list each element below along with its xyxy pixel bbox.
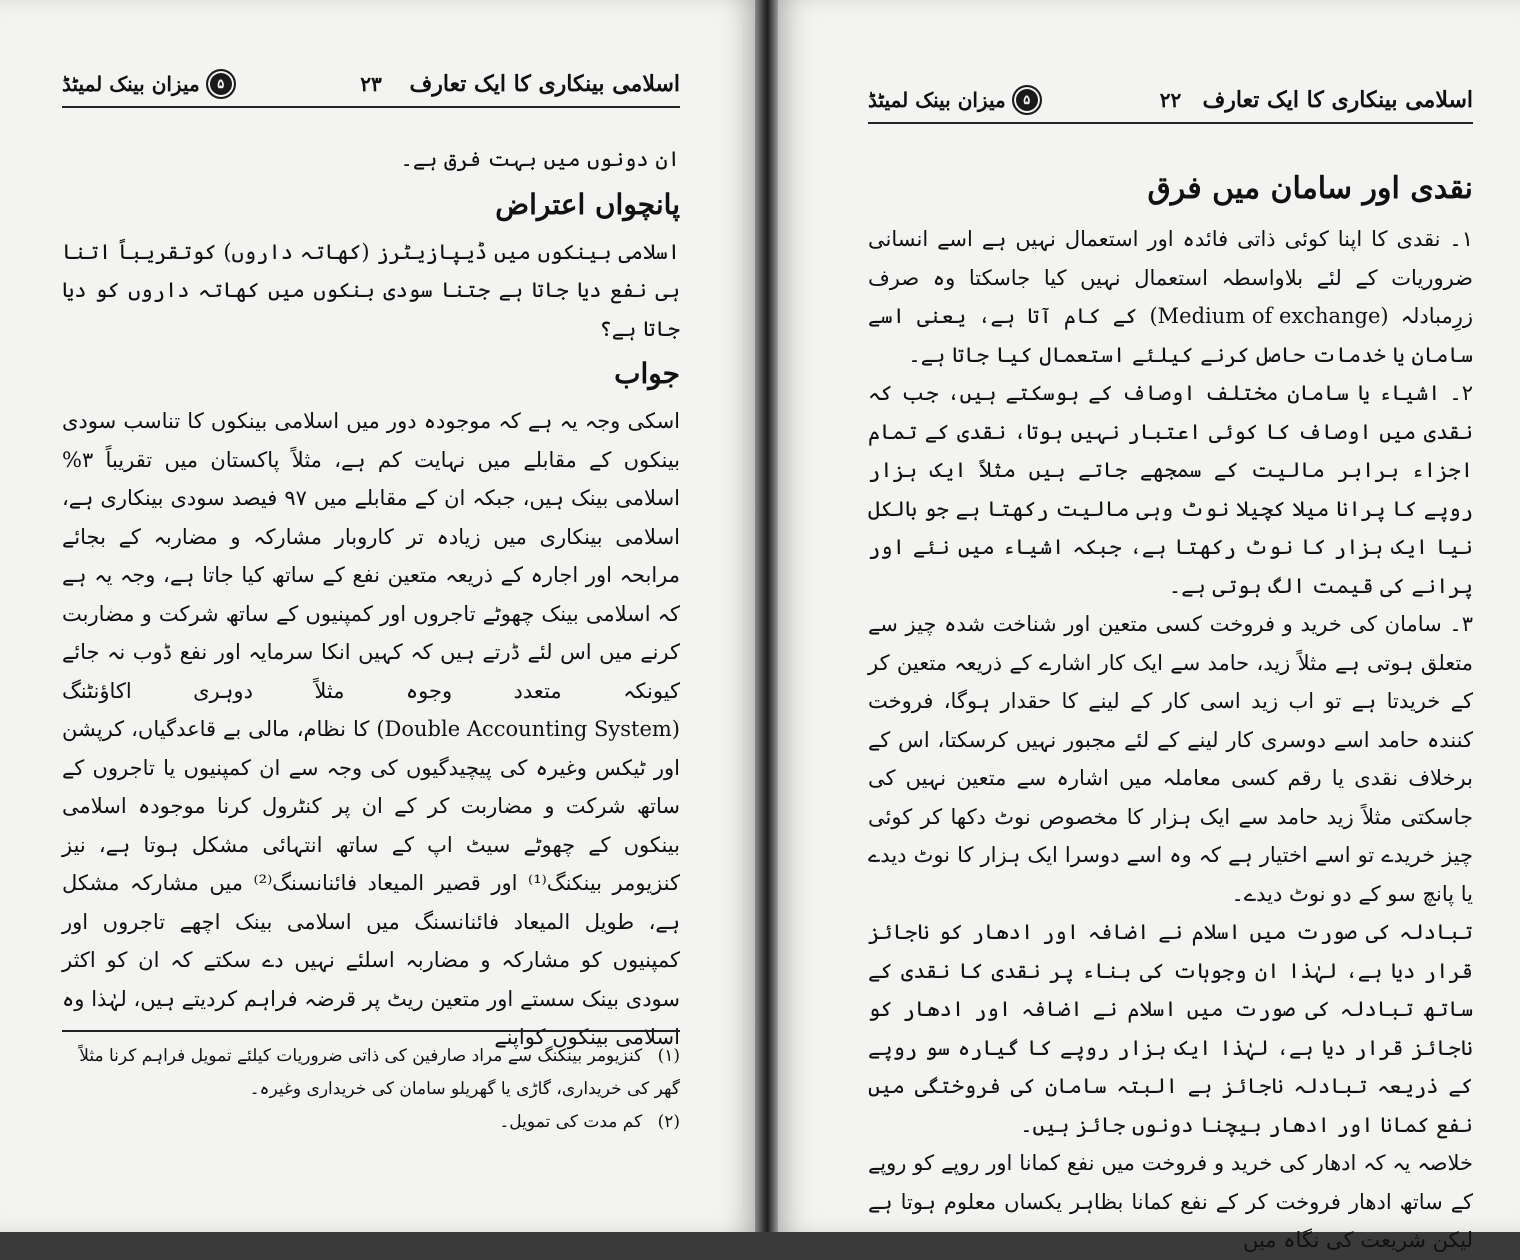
paragraph: اسلامی بینکوں میں ڈیپازیٹرز (کھاتہ داروں) کوتقریباً اتنا ہی نفع دیا جاتا ہے جتنا سودی بنکوں میں کھاتہ داروں کو دیا جاتا ہے؟ xyxy=(62,239,680,341)
section-heading: جواب xyxy=(614,357,680,390)
paragraph-text: ۱۔ نقدی کا اپنا کوئی ذاتی فائدہ اور استعمال نہیں ہے اسے انسانی ضروریات کے لئے بلاواسطہ استعمال نہیں کیا جاسکتا وہ صرف زرِمبادلہ xyxy=(868,227,1473,328)
paragraph: ۳۔ سامان کی خرید و فروخت کسی متعین اور شناخت شدہ چیز سے متعلق ہوتی ہے مثلاً زید، حامد سے ایک کار اشارے کے ذریعہ متعین کر کے خریدتا ہے تو اب زید اسی کار کے لینے کا حقدار ہوگا، فروخت کنندہ حامد اسے دوسری کار لینے کے لئے مجبور نہیں کرسکتا، اس کے برخلاف نقدی یا رقم کسی معاملہ میں اشارہ سے متعین نہیں کی جاسکتی مثلاً زید حامد سے ایک ہزار کا مخصوص نوٹ دکھا کر کوئی چیز خریدے تو اسے اختیار ہے کہ وہ اسے دوسرا ایک ہزار کا نوٹ دیدے یا پانچ سو کے دو نوٹ دیدے۔ xyxy=(868,612,1473,906)
meezan-logo-icon: ۵ xyxy=(1012,85,1042,115)
footnote-marker: (۲) xyxy=(657,1112,680,1132)
page-header xyxy=(62,62,680,108)
brand-name: میزان بینک لمیٹڈ xyxy=(868,88,1006,112)
paragraph: ان دونوں میں بہت فرق ہے۔ xyxy=(400,147,680,171)
english-term: (Medium of exchange) xyxy=(1149,304,1389,328)
english-term: (Double Accounting System) xyxy=(376,717,680,741)
header-title: اسلامی بینکاری کا ایک تعارف xyxy=(1202,87,1473,113)
paragraph: تبادلہ کی صورت میں اسلام نے اضافہ اور ادھار کو ناجائز قرار دیا ہے، لہٰذا ان وجوہات کی بناء پر نقدی کا نقدی کے ساتھ تبادلہ کی صورت میں اسلام نے اضافہ اور ادھار کو ناجائز قرار دیا ہے، لہٰذا ایک ہزار روپے کا گیارہ سو روپے کے ذریعہ تبادلہ ناجائز ہے البتہ سامان کی فروختگی میں نفع کمانا اور ادھار بیچنا دونوں جائز ہیں۔ xyxy=(868,920,1473,1137)
section-heading: پانچواں اعتراض xyxy=(495,187,680,221)
page-number: ۲۲ xyxy=(1159,88,1182,112)
footnote-marker: (۱) xyxy=(657,1046,680,1066)
paragraph-text: کا نظام، مالی بے قاعدگیاں، کرپشن اور ٹیکس وغیرہ کی پیچیدگیوں کی وجہ سے ان کمپنیوں یا تاجروں کے ساتھ شرکت و مضاربت کر کے ان پر کنٹرول کرنا موجودہ اسلامی بینکوں کے چھوٹے سیٹ اپ کے ساتھ انتہائی مشکل ہوتا ہے، نیز کنزیومر بینکنگ⁽¹⁾ اور قصیر المیعاد فائنانسنگ⁽²⁾ میں مشارکہ مشکل ہے، طویل المیعاد فائنانسنگ میں اسلامی بینک اچھے تاجروں اور کمپنیوں کو مشارکہ و مضاربہ اسلئے نہیں دے سکتے کہ ان کو اکثر سودی بینک سستے اور متعین ریٹ پر قرضہ فراہم کردیتے ہیں، لہٰذا وہ اسلامی بینکوں کواپنے xyxy=(62,717,681,1049)
footnote-text: کنزیومر بینکنگ سے مراد صارفین کی ذاتی ضروریات کیلئے تمویل فراہم کرنا مثلاً گھر کی خریداری، گاڑی یا گھریلو سامان کی خریداری وغیرہ۔ xyxy=(79,1046,680,1099)
page-body xyxy=(868,160,1473,1260)
page-header xyxy=(868,78,1473,124)
page-number: ۲۳ xyxy=(360,72,382,96)
meezan-logo-icon: ۵ xyxy=(206,69,236,99)
paragraph: خلاصہ یہ کہ ادھار کی خرید و فروخت میں نفع کمانا اور روپے کو روپے کے ساتھ ادھار فروخت کر کے نفع کمانا بظاہر یکساں معلوم ہوتا ہے لیکن شریعت کی نگاہ میں xyxy=(868,1151,1473,1252)
book-gutter xyxy=(755,0,778,1232)
footnotes xyxy=(62,1040,680,1139)
paragraph xyxy=(62,402,680,1057)
footnote-item xyxy=(62,1040,680,1106)
paragraph-text: کے کام آتا ہے، یعنی اسے سامان یا خدمات حاصل کرنے کیلئے استعمال کیا جاتا ہے۔ xyxy=(868,304,1473,367)
header-brand xyxy=(868,85,1042,115)
brand-name: میزان بینک لمیٹڈ xyxy=(62,72,200,96)
page-body xyxy=(62,140,680,1057)
footnote-divider xyxy=(62,1030,680,1032)
paragraph xyxy=(868,220,1473,374)
header-title: اسلامی بینکاری کا ایک تعارف xyxy=(409,71,680,97)
right-page xyxy=(778,0,1520,1252)
paragraph: ۲۔ اشیاء یا سامان مختلف اوصاف کے ہوسکتے ہیں، جب کہ نقدی میں اوصاف کا کوئی اعتبار نہیں ہوتا، نقدی کے تمام اجزاء برابر مالیت کے سمجھے جاتے ہیں مثلاً ایک ہزار روپے کا پرانا میلا کچیلا نوٹ وہی مالیت رکھتا ہے جو بالکل نیا ایک ہزار کا نوٹ رکھتا ہے، جبکہ اشیاء میں نئے اور پرانے کی قیمت الگ ہوتی ہے۔ xyxy=(868,381,1473,598)
footnote-item xyxy=(62,1106,680,1139)
paragraph-text: اسکی وجہ یہ ہے کہ موجودہ دور میں اسلامی بینکوں کا تناسب سودی بینکوں کے مقابلے میں نہایت کم ہے، مثلاً پاکستان میں تقریباً ۳% اسلامی بینک ہیں، جبکہ ان کے مقابلے میں ۹۷ فیصد سودی بینکاری ہے، اسلامی بینکاری میں زیادہ تر کاروبار مشارکہ و مضاربہ کے بجائے مرابحہ اور اجارہ کے ذریعہ متعین نفع کے ساتھ کیا جاتا ہے، وجہ یہ ہے کہ اسلامی بینک چھوٹے تاجروں اور کمپنیوں کے ساتھ شرکت و مضاربت کرنے میں اس لئے ڈرتے ہیں کہ کہیں انکا سرمایہ اور نفع ڈوب نہ جائے کیونکہ متعدد وجوہ مثلاً دوہری اکاؤنٹنگ xyxy=(62,409,680,703)
footnote-text: کم مدت کی تمویل۔ xyxy=(499,1112,643,1132)
section-heading: نقدی اور سامان میں فرق xyxy=(1147,171,1473,206)
header-brand xyxy=(62,69,236,99)
left-page xyxy=(0,0,755,1232)
